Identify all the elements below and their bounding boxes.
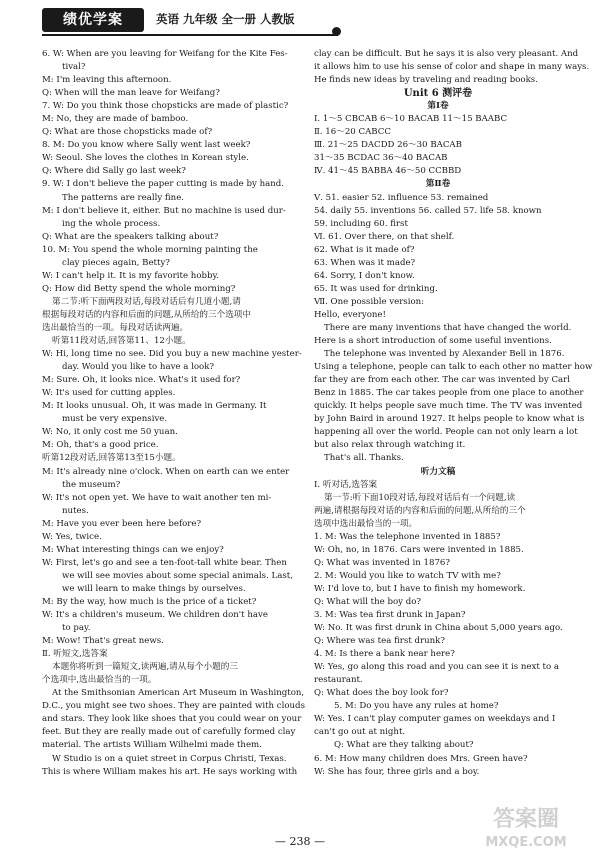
watermark-logo xyxy=(466,800,586,852)
text-line: happening all over the world. People can not only learn a lot xyxy=(314,427,578,438)
text-line: material. The artists William Wilhelmi made them. xyxy=(42,740,262,751)
text-line: W: It's a children's museum. We children don't have xyxy=(42,610,268,621)
header-bullet-icon xyxy=(332,27,341,36)
text-line: Ⅱ. 听短文,选答案 xyxy=(42,649,108,660)
text-line: W: She has four, three girls and a boy. xyxy=(314,766,480,777)
page-header xyxy=(22,8,582,34)
text-line: and stars. They look like shoes that you could wear on your xyxy=(42,714,302,725)
text-line: by John Baird in around 1927. It helps people to know what is xyxy=(314,414,585,425)
text-line: Q: How did Betty spend the whole morning? xyxy=(42,283,236,294)
text-line: W Studio is on a quiet street in Corpus Christi, Texas. xyxy=(52,753,287,764)
text-line: 本题你将听到一篇短文,读两遍,请从每个小题的三 xyxy=(52,662,238,673)
text-line: 听第11段对话,回答第11、12小题。 xyxy=(52,336,191,347)
text-line: but also relax through watching it. xyxy=(314,440,466,451)
text-line: it allows him to use his sense of color and shape in many ways. xyxy=(314,62,590,73)
text-line: 62. What is it made of? xyxy=(314,244,415,255)
text-line: There are many inventions that have changed the world. xyxy=(324,322,572,333)
book-subject-label: 英语 九年级 全一册 人教版 xyxy=(156,12,295,26)
text-line: to pay. xyxy=(62,623,91,634)
text-line: M: By the way, how much is the price of a ticket? xyxy=(42,596,257,607)
text-line: we will learn to make things by ourselves. xyxy=(62,583,246,594)
text-line: tival? xyxy=(62,62,86,73)
text-line: must be very expensive. xyxy=(62,414,168,425)
text-line: M: It's already nine o'clock. When on earth can we enter xyxy=(42,466,290,477)
text-line: 1. M: Was the telephone invented in 1885? xyxy=(314,531,501,542)
text-line: W: I'd love to, but I have to finish my homework. xyxy=(314,583,526,594)
text-line: 第Ⅰ卷 xyxy=(427,101,449,112)
text-line: 第Ⅱ卷 xyxy=(425,179,451,190)
text-line: M: Wow! That's great news. xyxy=(42,636,164,647)
text-line: Unit 6 测评卷 xyxy=(403,88,473,100)
text-line: W: Hi, long time no see. Did you buy a new machine yester- xyxy=(42,349,302,360)
text-line: That's all. Thanks. xyxy=(324,453,404,464)
watermark-text: 答案圈 xyxy=(492,807,560,832)
text-line: 选出最恰当的一项。每段对话读两遍。 xyxy=(42,322,189,333)
text-line: 6. W: When are you leaving for Weifang for the Kite Fes- xyxy=(42,49,288,59)
text-line: clay can be difficult. But he says it is also very pleasant. And xyxy=(314,49,579,59)
text-line: Ⅵ. 61. Over there, on that shelf. xyxy=(314,231,455,242)
text-line: feet. But they are really made out of carefully formed clay xyxy=(42,727,296,738)
text-line: W: I can't help it. It is my favorite hobby. xyxy=(42,270,219,281)
text-line: 选项中选出最恰当的一项。 xyxy=(314,518,418,529)
text-line: M: What interesting things can we enjoy? xyxy=(42,544,224,555)
text-line: 3. M: Was tea first drunk in Japan? xyxy=(314,610,466,621)
text-line: M: I'm leaving this afternoon. xyxy=(42,75,172,86)
text-line: 6. M: How many children does Mrs. Green have? xyxy=(314,753,528,764)
page-number: — 238 — xyxy=(275,835,325,848)
text-line: 7. W: Do you think those chopsticks are made of plastic? xyxy=(42,101,289,112)
text-line: M: Have you ever been here before? xyxy=(42,518,202,529)
text-line: restaurant. xyxy=(314,675,363,686)
text-line: 4. M: Is there a bank near here? xyxy=(314,649,455,660)
text-line: Q: What are they talking about? xyxy=(334,740,474,751)
text-line: M: Sure. Oh, it looks nice. What's it used for? xyxy=(42,375,241,386)
text-line: Ⅴ. 51. easier 52. influence 53. remained xyxy=(314,192,489,203)
text-line: D.C., you might see two shoes. They are painted with clouds xyxy=(42,701,305,712)
text-line: can't go out at night. xyxy=(314,727,406,738)
text-line: 2. M: Would you like to watch TV with me? xyxy=(314,570,501,581)
text-line: W: Seoul. She loves the clothes in Korean style. xyxy=(42,153,249,164)
text-line: At the Smithsonian American Art Museum in Washington, xyxy=(52,688,305,699)
text-line: W: It's used for cutting apples. xyxy=(42,388,176,399)
text-line: 两遍,请根据每段对话的内容和后面的问题,从所给的三个 xyxy=(314,505,526,516)
text-line: Using a telephone, people can talk to each other no matter how xyxy=(314,362,593,373)
text-line: W: Yes. I can't play computer games on weekdays and I xyxy=(314,714,556,725)
text-line: M: Oh, that's a good price. xyxy=(42,440,159,451)
text-line: quickly. It helps people save much time. The TV was invented xyxy=(314,401,583,412)
text-line: the museum? xyxy=(62,479,121,490)
text-line: 64. Sorry, I don't know. xyxy=(314,270,415,281)
text-line: Hello, everyone! xyxy=(314,309,386,320)
text-line: Ⅶ. One possible version: xyxy=(314,296,425,307)
text-line: Ⅰ. 听对话,选答案 xyxy=(314,479,378,490)
text-line: The patterns are really fine. xyxy=(62,192,185,203)
brand-logo: 绩优学案 xyxy=(42,8,144,32)
text-line: 31～35 BCDAC 36～40 BACAB xyxy=(314,153,448,164)
text-line: 第一节:听下面10段对话,每段对话后有一个问题,读 xyxy=(324,492,516,503)
text-line: W: Yes, twice. xyxy=(42,531,102,542)
text-line: day. Would you like to have a look? xyxy=(62,362,215,373)
text-line: ing the whole process. xyxy=(62,218,161,229)
text-line: Q: What was invented in 1876? xyxy=(314,557,450,568)
header-rule xyxy=(42,34,338,36)
text-line: Q: Where did Sally go last week? xyxy=(42,166,186,177)
text-line: Ⅱ. 16～20 CABCC xyxy=(314,127,391,138)
text-line: M: No, they are made of bamboo. xyxy=(42,114,189,125)
text-line: far they are from each other. The car was invented by Carl xyxy=(314,375,571,386)
text-line: W: It's not open yet. We have to wait another ten mi- xyxy=(42,492,272,503)
watermark-url: MXQE.COM xyxy=(485,835,567,850)
text-line: clay pieces again, Betty? xyxy=(62,257,170,268)
text-line: W: Yes, go along this road and you can see it is next to a xyxy=(314,662,559,673)
text-line: nutes. xyxy=(62,505,89,516)
text-line: W: First, let's go and see a ten-foot-tall white bear. Then xyxy=(42,557,287,568)
text-line: This is where William makes his art. He says working with xyxy=(42,766,298,777)
text-line: we will see movies about some special animals. Last, xyxy=(62,570,293,581)
text-line: 59. including 60. first xyxy=(314,218,408,229)
text-line: 8. M: Do you know where Sally went last week? xyxy=(42,140,251,151)
text-line: M: I don't believe it, either. But no machine is used dur- xyxy=(42,205,286,216)
text-line: Q: When will the man leave for Weifang? xyxy=(42,88,220,99)
text-line: W: Oh, no, in 1876. Cars were invented in 1885. xyxy=(314,544,524,555)
text-line: The telephone was invented by Alexander Bell in 1876. xyxy=(324,349,565,360)
text-line: Q: Where was tea first drunk? xyxy=(314,636,445,647)
text-line: 5. M: Do you have any rules at home? xyxy=(334,701,499,712)
text-line: Benz in 1885. The car takes people from one place to another xyxy=(314,388,584,399)
text-line: Ⅲ. 21～25 DACDD 26～30 BACAB xyxy=(314,140,462,151)
text-line: He finds new ideas by traveling and reading books. xyxy=(314,75,538,86)
text-line: 65. It was used for drinking. xyxy=(314,283,438,294)
text-line: Q: What does the boy look for? xyxy=(314,688,449,699)
text-line: 54. daily 55. inventions 56. called 57. life 58. known xyxy=(314,205,542,216)
left-column xyxy=(42,48,304,779)
text-line: Ⅰ. 1～5 CBCAB 6～10 BACAB 11～15 BAABC xyxy=(314,114,508,125)
text-line: Q: What are the speakers talking about? xyxy=(42,231,219,242)
right-column xyxy=(314,48,593,779)
text-line: 个选项中,选出最恰当的一项。 xyxy=(42,675,157,686)
text-line: Ⅳ. 41～45 BABBA 46～50 CCBBD xyxy=(314,166,462,177)
text-line: Here is a short introduction of some useful inventions. xyxy=(314,336,552,347)
text-line: M: It looks unusual. Oh, it was made in Germany. It xyxy=(42,401,267,412)
text-line: 听力文稿 xyxy=(420,466,456,477)
text-line: 听第12段对话,回答第13至15小题。 xyxy=(42,453,181,464)
text-line: 9. W: I don't believe the paper cutting is made by hand. xyxy=(42,179,284,190)
text-line: W: No. It was first drunk in China about 5,000 years ago. xyxy=(314,623,563,634)
text-line: Q: What are those chopsticks made of? xyxy=(42,127,213,138)
text-line: 10. M: You spend the whole morning painting the xyxy=(42,244,258,255)
text-line: Q: What will the boy do? xyxy=(314,596,422,607)
text-line: 第二节:听下面两段对话,每段对话后有几道小题,请 xyxy=(52,296,241,307)
text-line: 根据每段对话的内容和后面的问题,从所给的三个选项中 xyxy=(42,309,251,320)
text-line: W: No, it only cost me 50 yuan. xyxy=(42,427,178,438)
text-line: 63. When was it made? xyxy=(314,257,416,268)
